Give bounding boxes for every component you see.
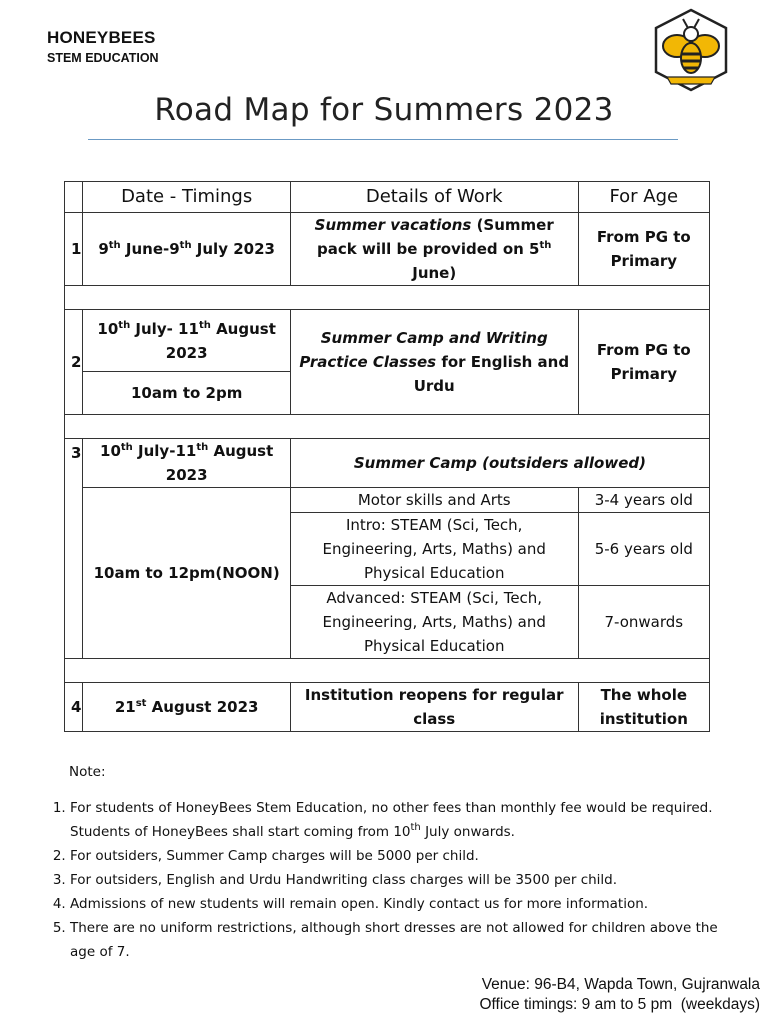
activity-detail: Intro: STEAM (Sci, Tech, Engineering, Arts, Maths) and Physical Education <box>290 513 578 586</box>
roadmap-table <box>64 181 710 732</box>
page-title: Road Map for Summers 2023 <box>154 92 614 128</box>
spacer-row <box>65 415 710 439</box>
venue-info <box>479 975 760 1015</box>
honeybee-logo-icon <box>653 8 729 92</box>
table-row <box>65 213 710 286</box>
notes-list <box>46 796 726 964</box>
row-time: 10am to 12pm(NOON) <box>83 488 290 659</box>
activity-detail: Advanced: STEAM (Sci, Tech, Engineering, Arts, Maths) and Physical Education <box>290 586 578 659</box>
row-number: 1 <box>65 213 83 286</box>
row-age: The whole institution <box>578 683 709 732</box>
brand-name: HONEYBEES <box>47 28 156 47</box>
row-number: 2 <box>65 310 83 415</box>
row-date: 10th July-11th August 2023 <box>83 439 290 488</box>
brand-subtitle: STEM EDUCATION <box>47 51 159 65</box>
row-details: Summer vacations (Summer pack will be provided on 5th June) <box>290 213 578 286</box>
row-heading: Summer Camp (outsiders allowed) <box>290 439 709 488</box>
spacer-row <box>65 286 710 310</box>
activity-detail: Motor skills and Arts <box>290 488 578 513</box>
header-num-cell <box>65 182 83 213</box>
row-date: 10th July- 11th August 2023 <box>83 310 290 372</box>
table-row <box>65 439 710 488</box>
activity-age: 7-onwards <box>578 586 709 659</box>
note-item: 5. There are no uniform restrictions, although short dresses are not allowed for children above the age of 7. <box>70 916 726 964</box>
notes-section <box>46 760 726 964</box>
row-date: 21st August 2023 <box>83 683 290 732</box>
header-details: Details of Work <box>290 182 578 213</box>
office-timings: Office timings: 9 am to 5 pm (weekdays) <box>479 996 760 1013</box>
venue-address: Venue: 96-B4, Wapda Town, Gujranwala <box>481 976 760 993</box>
title-divider <box>88 139 678 140</box>
row-date: 9th June-9th July 2023 <box>83 213 290 286</box>
row-time: 10am to 2pm <box>83 372 290 415</box>
table-header-row <box>65 182 710 213</box>
header-age: For Age <box>578 182 709 213</box>
table-row <box>65 310 710 372</box>
row-details: Summer Camp and Writing Practice Classes for English and Urdu <box>290 310 578 415</box>
row-age: From PG to Primary <box>578 310 709 415</box>
row-number: 3 <box>65 439 83 659</box>
row-details: Institution reopens for regular class <box>290 683 578 732</box>
row-age: From PG to Primary <box>578 213 709 286</box>
table-row <box>65 683 710 732</box>
note-item: 2. For outsiders, Summer Camp charges will be 5000 per child. <box>70 844 726 868</box>
activity-age: 3-4 years old <box>578 488 709 513</box>
note-item: 1. For students of HoneyBees Stem Education, no other fees than monthly fee would be required. Students of HoneyBees shall start coming from 10th July onwards. <box>70 796 726 844</box>
note-item: 3. For outsiders, English and Urdu Handwriting class charges will be 3500 per child. <box>70 868 726 892</box>
note-item: 4. Admissions of new students will remain open. Kindly contact us for more information. <box>70 892 726 916</box>
table-row <box>65 488 710 513</box>
header-date: Date - Timings <box>83 182 290 213</box>
row-number: 4 <box>65 683 83 732</box>
activity-age: 5-6 years old <box>578 513 709 586</box>
spacer-row <box>65 659 710 683</box>
notes-title: Note: <box>69 764 106 780</box>
